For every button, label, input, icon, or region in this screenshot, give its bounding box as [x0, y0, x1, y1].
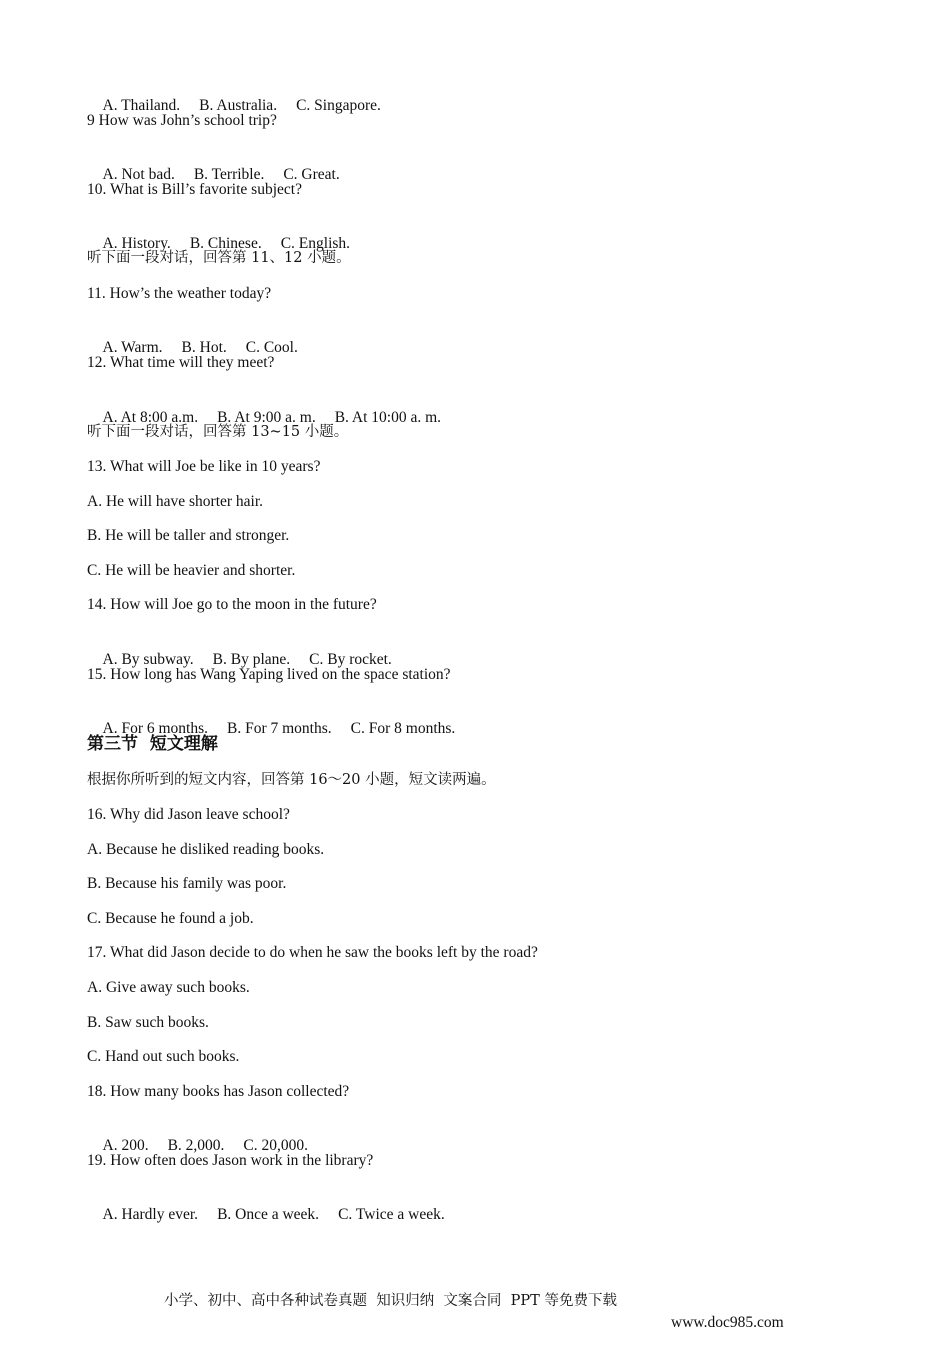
option-c: C. For 8 months. — [350, 720, 456, 737]
instruction-11-12: 听下面一段对话，回答第 11、12 小题。 — [87, 250, 351, 266]
option-c: C. Twice a week. — [338, 1206, 445, 1223]
page-footer — [0, 1268, 950, 1356]
question-15: 15. How long has Wang Yaping lived on the space station? — [87, 666, 451, 683]
q16-option-c: C. Because he found a job. — [87, 910, 254, 927]
option-a: A. Warm. — [102, 339, 163, 356]
question-19: 19. How often does Jason work in the library? — [87, 1152, 374, 1169]
option-a: A. History. — [102, 235, 171, 252]
option-b: B. Once a week. — [217, 1206, 320, 1223]
option-c: C. Great. — [283, 166, 340, 183]
footer-link[interactable]: www.doc985.com — [671, 1314, 784, 1331]
option-a: A. At 8:00 a.m. — [102, 409, 199, 426]
option-a: A. 200. — [102, 1137, 149, 1154]
q17-option-c: C. Hand out such books. — [87, 1048, 240, 1065]
question-12: 12. What time will they meet? — [87, 354, 275, 371]
footer-text: 小学、初中、高中各种试卷真题 知识归纳 文案合同 PPT 等免费下载 — [164, 1293, 617, 1309]
question-17: 17. What did Jason decide to do when he saw the books left by the road? — [87, 944, 538, 961]
option-a: A. Thailand. — [102, 97, 181, 114]
instruction-13-15: 听下面一段对话，回答第 13~15 小题。 — [87, 424, 349, 440]
option-b: B. Australia. — [199, 97, 278, 114]
option-c: C. By rocket. — [309, 651, 392, 668]
q13-option-a: A. He will have shorter hair. — [87, 493, 264, 510]
q13-option-b: B. He will be taller and stronger. — [87, 527, 290, 544]
q17-option-b: B. Saw such books. — [87, 1014, 209, 1031]
question-13: 13. What will Joe be like in 10 years? — [87, 458, 321, 475]
option-c: B. At 10:00 a. m. — [334, 409, 442, 426]
option-a: A. By subway. — [102, 651, 194, 668]
question-14: 14. How will Joe go to the moon in the future? — [87, 596, 377, 613]
option-b: B. Terrible. — [193, 166, 265, 183]
section-3-heading: 第三节 短文理解 — [87, 734, 218, 754]
option-b: B. 2,000. — [167, 1137, 225, 1154]
q13-option-c: C. He will be heavier and shorter. — [87, 562, 296, 579]
option-a: A. For 6 months. — [102, 720, 208, 737]
q16-option-b: B. Because his family was poor. — [87, 875, 287, 892]
question-9: 9 How was John’s school trip? — [87, 112, 277, 129]
option-c: C. English. — [280, 235, 351, 252]
option-c: C. Singapore. — [296, 97, 381, 114]
question-16: 16. Why did Jason leave school? — [87, 806, 290, 823]
option-a: A. Not bad. — [102, 166, 175, 183]
option-a: A. Hardly ever. — [102, 1206, 199, 1223]
question-18: 18. How many books has Jason collected? — [87, 1083, 350, 1100]
question-11: 11. How’s the weather today? — [87, 285, 272, 302]
option-c: C. 20,000. — [243, 1137, 309, 1154]
option-b: B. Chinese. — [189, 235, 262, 252]
q16-option-a: A. Because he disliked reading books. — [87, 841, 325, 858]
option-b: B. For 7 months. — [227, 720, 332, 737]
q17-option-a: A. Give away such books. — [87, 979, 250, 996]
question-10: 10. What is Bill’s favorite subject? — [87, 181, 302, 198]
q19-options — [87, 1185, 445, 1245]
option-b: B. At 9:00 a. m. — [217, 409, 316, 426]
instruction-16-20: 根据你所听到的短文内容，回答第 16～20 小题，短文读两遍。 — [87, 772, 496, 788]
option-b: B. Hot. — [181, 339, 227, 356]
option-c: C. Cool. — [245, 339, 298, 356]
option-b: B. By plane. — [212, 651, 291, 668]
